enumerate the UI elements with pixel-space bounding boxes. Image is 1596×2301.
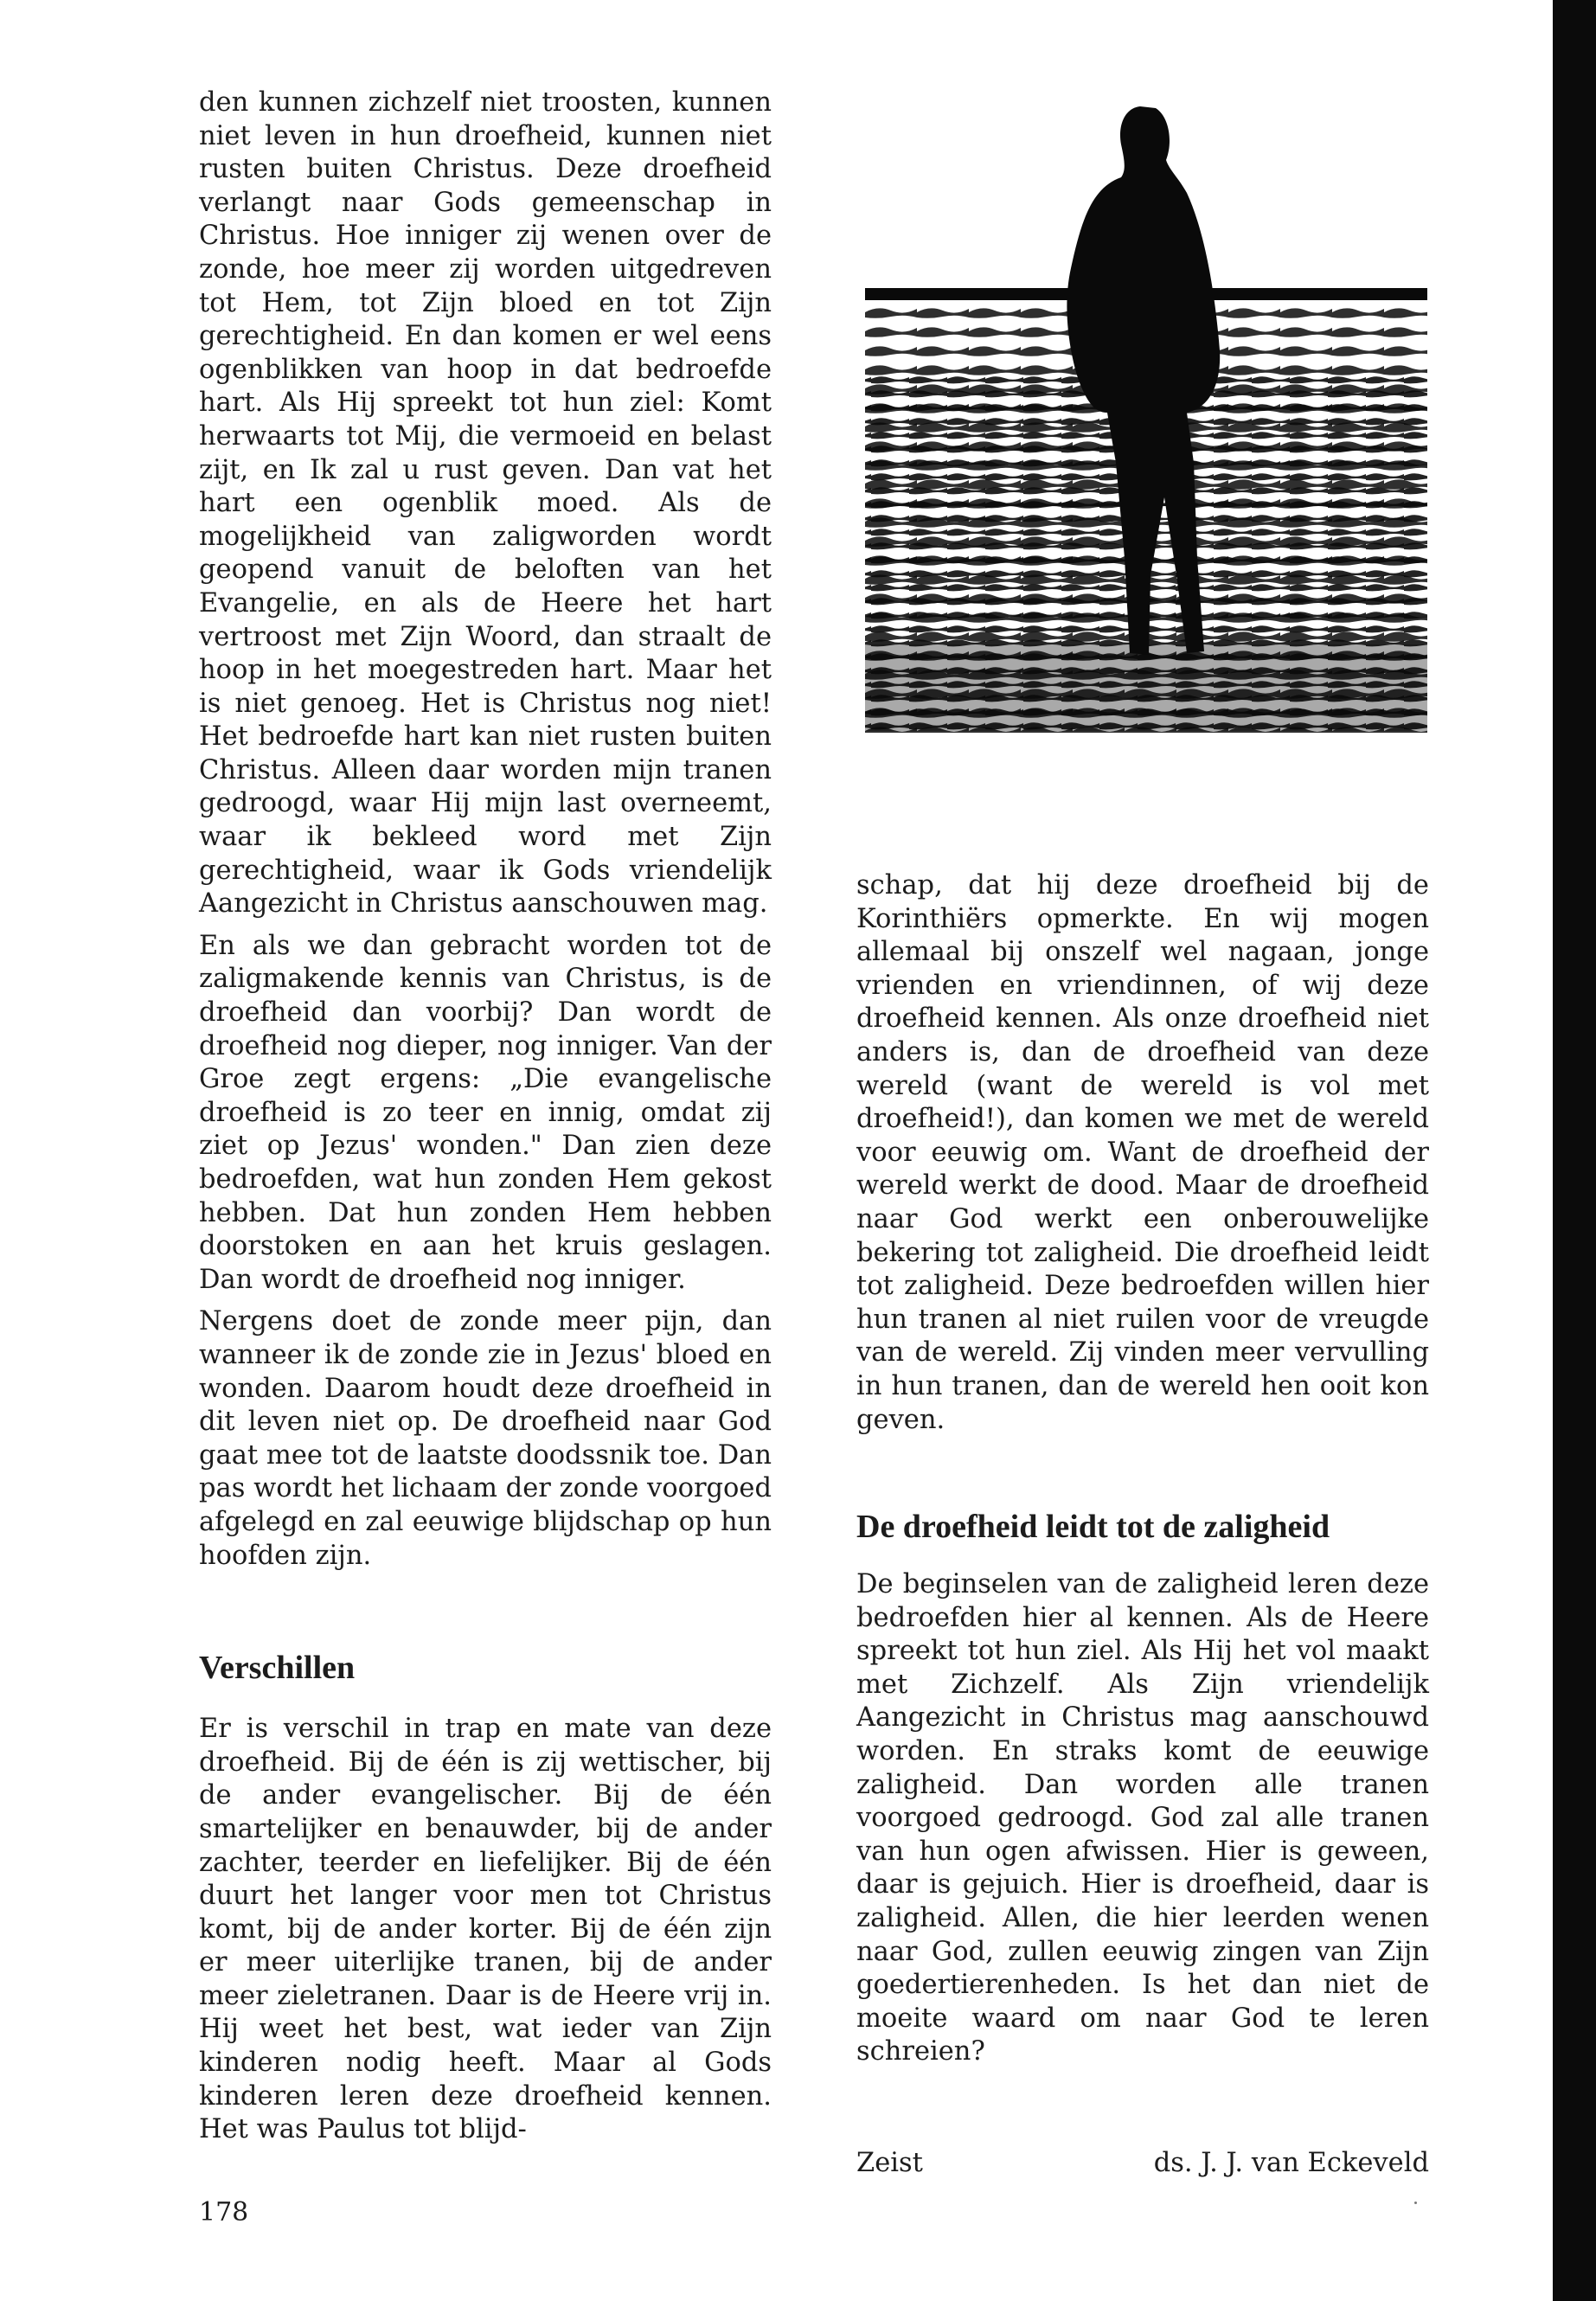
- paragraph-zaligheid: De beginselen van de zaligheid leren deze bedroefden hier al kennen. Als de Heere spreekt tot hun ziel. Als Hij het vol maakt met Zichzelf. Als Zijn vriendelijk Aangezicht in Christus mag aanschouwd worden. En straks komt de eeuwige zaligheid. Dan worden alle tranen voorgoed gedroogd. God zal alle tranen van hun ogen afwissen. Hier is geween, daar is gejuich. Hier is droefheid, daar is zaligheid. Allen, die hier leerden wenen naar God, zullen eeuwig zingen van Zijn goedertierenheden. Is het dan niet de moeite waard om naar God te leren schreien?: [856, 1569, 1429, 2067]
- paragraph-comfort: den kunnen zichzelf niet troosten, kunnen niet leven in hun droefheid, kunnen niet rusten buiten Christus. Deze droefheid verlangt naar Gods gemeenschap in Christus. Hoe inniger zij wenen over de zonde, hoe meer zij worden uitgedreven tot Hem, tot Zijn bloed en tot Zijn gerechtigheid. En dan komen er wel eens ogenblikken van hoop in dat bedroefde hart. Als Hij spreekt tot hun ziel: Komt herwaarts tot Mij, die vermoeid en belast zijt, en Ik zal u rust geven. Dan vat het hart een ogenblik moed. Als de mogelijkheid van zaligworden wordt geopend vanuit de beloften van het Evangelie, en als de Heere het hart vertroost met Zijn Woord, dan straalt de hoop in het moegestreden hart. Maar het is niet genoeg. Het is Christus nog niet! Het bedroefde hart kan niet rusten buiten Christus. Alleen daar worden mijn tranen gedroogd, waar Hij mijn last overneemt, waar ik bekleed word met Zijn gerechtigheid, waar ik Gods vriendelijk Aangezicht in Christus aanschouwen mag.: [199, 87, 772, 920]
- paragraph-verschillen: Er is verschil in trap en mate van deze droefheid. Bij de één is zij wettischer, bij de ander evangelischer. Bij de één smartelijker en benauwder, bij de ander zachter, teerder en liefelijker. Bij de één duurt het langer voor men tot Christus komt, bij de ander korter. Bij de één zijn er meer uiterlijke tranen, bij de ander meer zieletranen. Daar is de Heere vrij in. Hij weet het best, wat ieder van Zijn kinderen nodig heeft. Maar al Gods kinderen leren deze droefheid kennen. Het was Paulus tot blijd-: [199, 1714, 772, 2145]
- page-number: 178: [199, 2197, 249, 2227]
- paragraph-continuation: schap, dat hij deze droefheid bij de Korinthiërs opmerkte. En wij mogen allemaal bij onszelf wel nagaan, jonge vrienden en vriendinnen, of wij deze droefheid kennen. Als onze droefheid niet anders is, dan de droefheid van deze wereld (want de wereld is vol met droefheid!), dan komen we met de wereld voor eeuwig om. Want de droefheid der wereld werkt de dood. Maar de droefheid naar God werkt een onberouwelijke bekering tot zaligheid. Die droefheid leidt tot zaligheid. Deze bedroefden willen hier hun tranen al niet ruilen voor de vreugde van de wereld. Zij vinden meer vervulling in hun tranen, dan de wereld hen ooit kon geven.: [856, 870, 1429, 1435]
- heading-zaligheid: De droefheid leidt tot de zaligheid: [856, 1509, 1330, 1546]
- signature-line: [856, 2147, 1429, 2181]
- left-column: [199, 87, 772, 2156]
- signature-author: ds. J. J. van Eckeveld: [1153, 2148, 1429, 2178]
- stray-speck: [1414, 2202, 1417, 2204]
- paragraph-knowledge: En als we dan gebracht worden tot de zaligmakende kennis van Christus, is de droefheid dan voorbij? Dan wordt de droefheid nog dieper, nog inniger. Van der Groe zegt ergens: „Die evangelische droefheid is zo teer en innig, omdat zij ziet op Jezus' wonden." Dan zien deze bedroefden, wat hun zonden Hem gekost hebben. Dat hun zonden Hem hebben doorstoken en aan het kruis geslagen. Dan wordt de droefheid nog inniger.: [199, 930, 772, 1295]
- heading-verschillen: Verschillen: [199, 1650, 356, 1687]
- right-column: [856, 87, 1429, 2181]
- signature-place: Zeist: [856, 2148, 923, 2178]
- scan-edge-border: [1553, 0, 1596, 2301]
- paragraph-sin-pain: Nergens doet de zonde meer pijn, dan wanneer ik de zonde zie in Jezus' bloed en wonden. Daarom houdt deze droefheid in dit leven niet op. De droefheid naar God gaat mee tot de laatste doodssnik toe. Dan pas wordt het lichaam der zonde voorgoed afgelegd en zal eeuwige blijdschap op hun hoofden zijn.: [199, 1306, 772, 1571]
